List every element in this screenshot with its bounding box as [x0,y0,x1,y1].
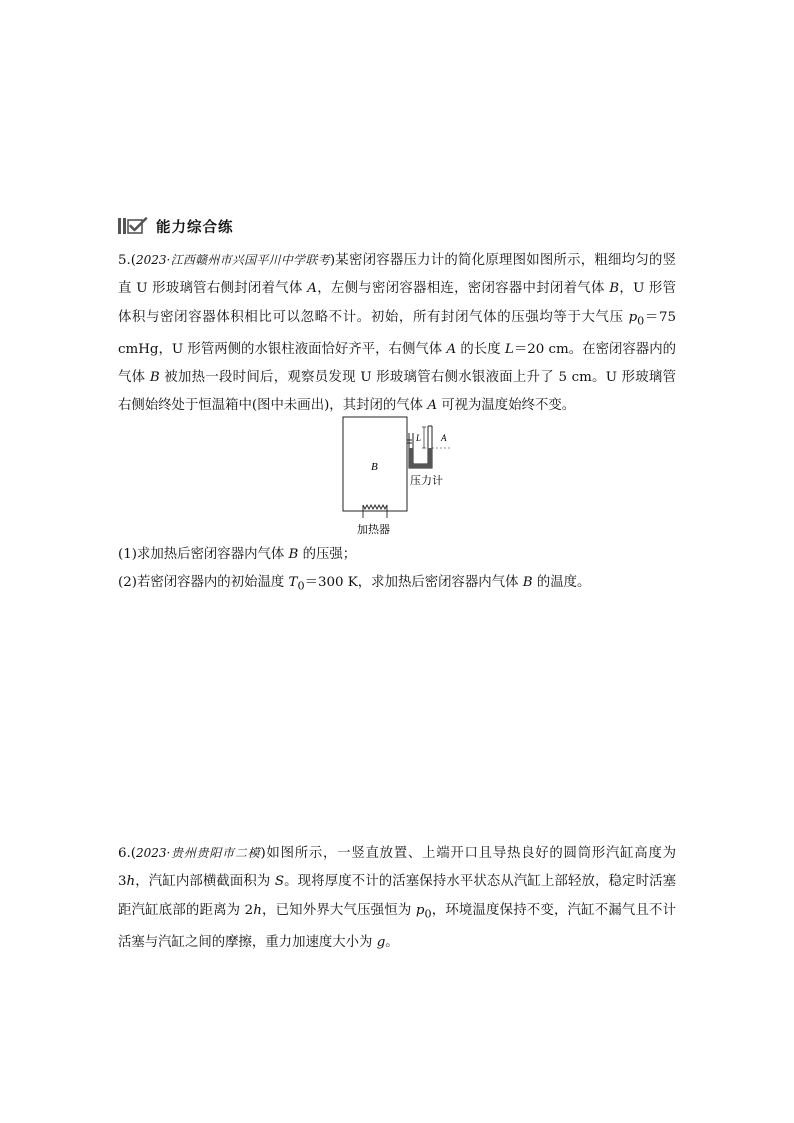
problem-source: 2023·江西赣州市兴国平川中学联考 [136,253,330,267]
question-1: (1)求加热后密闭容器内气体 B 的压强； [118,547,357,562]
label-A: A [441,433,447,443]
problem-number: 6.( [118,846,137,861]
label-B: B [371,461,378,473]
question-2: (2)若密闭容器内的初始温度 $T_0=300$ K，求加热后密闭容器内气体 B 的温度。 [118,575,591,593]
pressure-gauge-figure [336,414,462,540]
problem-5-text: 5.(2023·江西赣州市兴国平川中学联考)某密闭容器压力计的简化原理图如图所示，粗细均匀的竖直 U 形玻璃管右侧封闭着气体 A，左侧与密闭容器相连，密闭容器中封闭着气体 B，U 形管体积与密闭容器体积相比可以忽略不计。初始，所有封闭气体的压强均等于大气压 $p_0=75$ cmHg，U 形管两侧的水银柱液面恰好齐平，右侧气体 A 的长度 L＝20 cm。在密闭容器内的气体 B 被加热一段时间后，观察员发现 U 形玻璃管右侧水银液面上升了 5 cm。U 形玻璃管右侧始终处于恒温箱中(图中未画出)，其封闭的气体 A 可视为温度始终不变。 [118,253,677,414]
problem-6-text: 6.(2023·贵州贵阳市二模)如图所示，一竖直放置、上端开口且导热良好的圆筒形汽缸高度为 3h，汽缸内部横截面积为 S。现将厚度不计的活塞保持水平状态从汽缸上部轻放，稳定时活塞距汽缸底部的距离为 2h，已知外界大气压强恒为 $p_0$，环境温度保持不变，汽缸不漏气且不计活塞与汽缸之间的摩擦，重力加速度大小为 g。 [118,846,677,950]
problem-5 [118,217,676,245]
mercury [409,448,413,468]
problem-source: 2023·贵州贵阳市二模 [136,846,261,860]
problem-number: 5.( [118,253,137,268]
label-heater: 加热器 [357,524,390,536]
section-title: 能力综合练 [156,219,234,236]
heater-coil [363,505,387,511]
label-L: L [416,433,422,443]
problem-5-questions [118,541,678,601]
label-gauge: 压力计 [410,475,443,487]
